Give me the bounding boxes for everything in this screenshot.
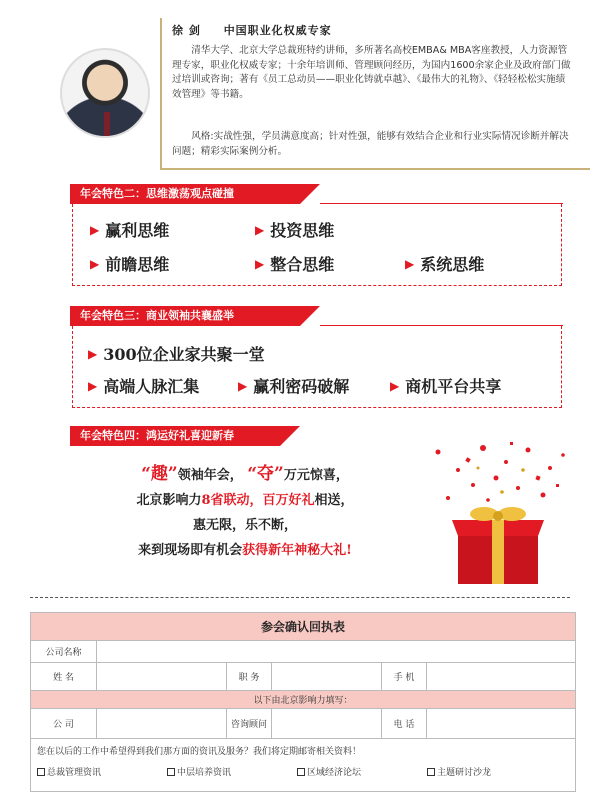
option-checkbox[interactable]: 中层培养资讯 [167,765,297,778]
section4-title: 年会特色四：鸿运好礼喜迎新春 [70,426,280,446]
form-row-interests [31,739,575,791]
card-divider [160,18,162,168]
speaker-bio: 清华大学、北京大学总裁班特约讲师，多所著名高校EMBA& MBA客座教授，人力资源管理专家，职业化权威专家；十余年培训师、管理顾问经历，为国内1600余家企业及政府部门做过培训或咨询；著有《员工总动员——职业化铸就卓越》、《最伟大的礼物》、《轻轻松松实施绩效管理》等书籍。 [172,45,571,100]
form-title: 参会确认回执表 [31,613,575,641]
speaker-style: 风格:实战性强，学员满意度高；针对性强，能够有效结合企业和行业实际情况诊断并解决问题；精彩实际案例分析。 [172,131,569,157]
form-row-contact [31,663,575,691]
cut-line [30,597,570,598]
arrow-icon: ▶ [405,257,415,271]
checkbox-icon[interactable] [427,768,435,776]
interests-question: 您在以后的工作中希望得到我们那方面的资讯及服务？我们将定期邮寄相关资料！ [37,747,362,757]
speaker-name: 徐 剑 [172,24,201,37]
section3-title: 年会特色三：商业领袖共襄盛举 [70,306,300,326]
form-row-company-name [31,641,575,663]
checkbox-icon[interactable] [297,768,305,776]
option-checkbox[interactable]: 总裁管理资讯 [37,765,167,778]
phone-field[interactable] [427,709,575,738]
arrow-icon: ▶ [255,223,265,237]
speaker-title: 中国职业化权威专家 [223,24,332,37]
arrow-icon: ▶ [88,379,98,393]
checkbox-icon[interactable] [37,768,45,776]
arrow-icon: ▶ [238,379,248,393]
section2-item: ▶ 前瞻思维 [90,255,170,274]
promo-line-4: 来到现场即有机会获得新年神秘大礼! [138,543,352,558]
section3-item: ▶ 赢利密码破解 [238,377,350,396]
form-note: 以下由北京影响力填写： [31,691,575,709]
arrow-icon: ▶ [88,347,98,361]
speaker-avatar [60,48,150,138]
card-bottom-line [160,168,590,170]
checkbox-icon[interactable] [167,768,175,776]
section2-item: ▶ 赢利思维 [90,221,170,240]
speaker-card [60,10,590,160]
promo-line-2: 北京影响力8省联动，百万好礼相送， [136,493,354,508]
company-label: 公 司 [31,709,97,738]
speaker-heading [172,22,350,38]
company-name-field[interactable] [97,641,575,662]
mobile-label: 手 机 [382,663,427,690]
promo-line-1: “趣”领袖年会， “夺”万元惊喜， [141,464,349,484]
interests-options [37,765,569,778]
consultant-field[interactable] [272,709,382,738]
company-field[interactable] [97,709,227,738]
mobile-field[interactable] [427,663,575,690]
name-field[interactable] [97,663,227,690]
gift-box-icon [418,440,578,590]
phone-label: 电 话 [382,709,427,738]
section3-item: ▶ 300位企业家共聚一堂 [88,345,265,364]
section2-title: 年会特色二：思维激荡观点碰撞 [70,184,300,204]
section3-item: ▶ 商机平台共享 [390,377,502,396]
company-name-label: 公司名称 [31,641,97,662]
promo-text [80,462,410,563]
section3-item: ▶ 高端人脉汇集 [88,377,200,396]
section2-item: ▶ 整合思维 [255,255,335,274]
position-field[interactable] [272,663,382,690]
name-label: 姓 名 [31,663,97,690]
promo-line-3: 惠无限，乐不断， [192,518,297,533]
arrow-icon: ▶ [90,257,100,271]
position-label: 职 务 [227,663,272,690]
section2-item: ▶ 投资思维 [255,221,335,240]
registration-form [30,612,576,792]
form-row-office [31,709,575,739]
option-checkbox[interactable]: 区域经济论坛 [297,765,427,778]
arrow-icon: ▶ [390,379,400,393]
arrow-icon: ▶ [90,223,100,237]
arrow-icon: ▶ [255,257,265,271]
section2-item: ▶ 系统思维 [405,255,485,274]
option-checkbox[interactable]: 主题研讨沙龙 [427,765,557,778]
consultant-label: 咨询顾问 [227,709,272,738]
